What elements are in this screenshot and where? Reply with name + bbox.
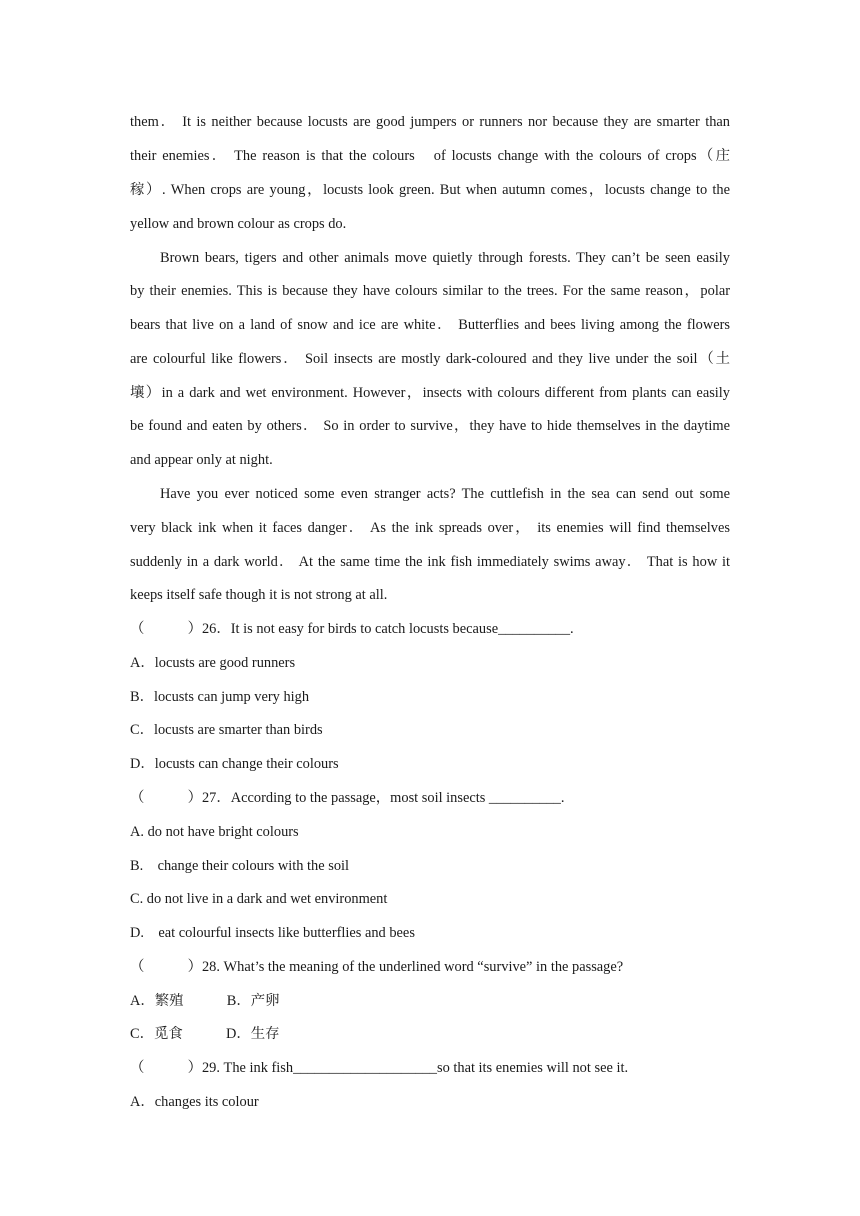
passage-line: Have you ever noticed some even stranger acts? The cuttlefish in the sea can send out some xyxy=(160,486,730,502)
passage-line: by their enemies. This is because they have colours similar to the trees. For the same reason，polar xyxy=(130,283,730,299)
option-c: C．locusts are smarter than birds xyxy=(130,722,323,738)
question-stem-27: （ ）27．According to the passage，most soil insects __________. xyxy=(130,790,565,806)
passage-line: be found and eaten by others． So in order to survive，they have to hide themselves in the daytime xyxy=(130,418,730,434)
passage-line: yellow and brown colour as crops do. xyxy=(130,216,347,232)
option-d: D．locusts can change their colours xyxy=(130,756,339,772)
option-a: A. do not have bright colours xyxy=(130,824,299,840)
option-row-cd: C．觅食 D．生存 xyxy=(130,1026,280,1042)
passage-line: keeps itself safe though it is not strong at all. xyxy=(130,587,388,603)
passage-line: very black ink when it faces danger． As the ink spreads over， its enemies will find themselves xyxy=(130,520,730,536)
option-a: A．changes its colour xyxy=(130,1094,259,1110)
passage-line: suddenly in a dark world． At the same time the ink fish immediately swims away． That is how it xyxy=(130,554,730,570)
question-stem-28: （ ）28. What’s the meaning of the underlined word “survive” in the passage? xyxy=(130,959,624,975)
passage-line: them． It is neither because locusts are good jumpers or runners nor because they are smarter than xyxy=(130,114,730,130)
question-stem-26: （ ）26．It is not easy for birds to catch locusts because__________. xyxy=(130,621,574,637)
option-b: B. change their colours with the soil xyxy=(130,858,350,874)
passage-line: and appear only at night. xyxy=(130,452,273,468)
option-row-ab: A．繁殖 B．产卵 xyxy=(130,993,280,1009)
passage-line: 稼）. When crops are young，locusts look green. But when autumn comes，locusts change to the xyxy=(130,182,730,198)
question-stem-29: （ ）29. The ink fish____________________so that its enemies will not see it. xyxy=(130,1060,629,1076)
option-b: B．locusts can jump very high xyxy=(130,689,310,705)
passage-line: their enemies． The reason is that the colours of locusts change with the colours of crops（庄 xyxy=(130,148,730,164)
passage-line: 壤）in a dark and wet environment. However，insects with colours different from plants can easily xyxy=(130,385,730,401)
option-d: D. eat colourful insects like butterflies and bees xyxy=(130,925,415,941)
option-a: A．locusts are good runners xyxy=(130,655,296,671)
passage-line: are colourful like flowers． Soil insects are mostly dark-coloured and they live under the soil（土 xyxy=(130,351,730,367)
passage-line: Brown bears, tigers and other animals move quietly through forests. They can’t be seen easily xyxy=(160,250,730,266)
option-c: C. do not live in a dark and wet environment xyxy=(130,891,388,907)
passage-line: bears that live on a land of snow and ice are white． Butterflies and bees living among the flowers xyxy=(130,317,730,333)
